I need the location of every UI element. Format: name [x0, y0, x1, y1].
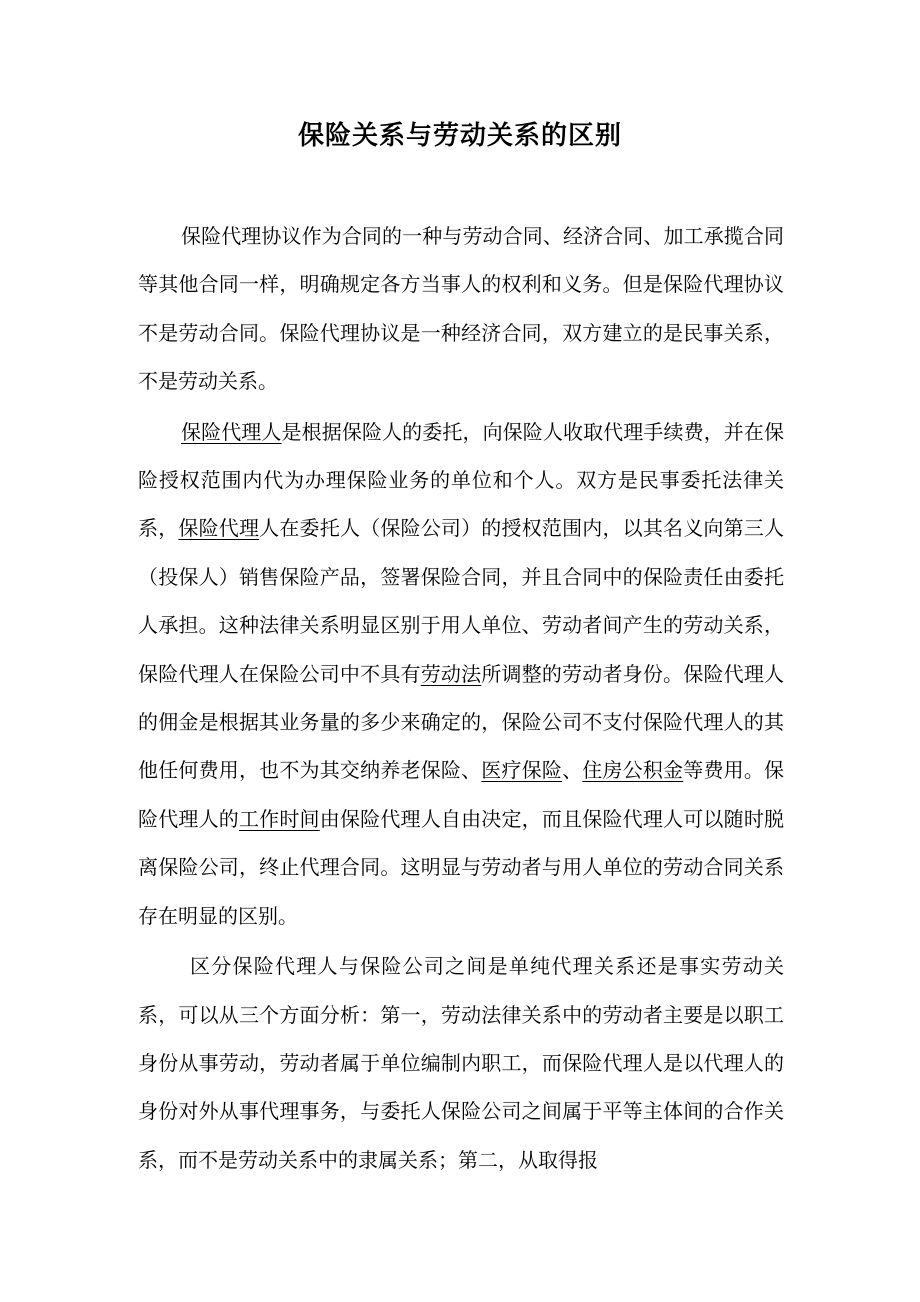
paragraph-1-text: 保险代理协议作为合同的一种与劳动合同、经济合同、加工承揽合同等其他合同一样，明确规定各方当事人的权利和义务。但是保险代理协议不是劳动合同。保险代理协议是一种经济合同，双方建立的是民事关系，不是劳动关系。	[138, 224, 784, 394]
link-insurance-agent[interactable]: 保险代理人	[181, 419, 282, 444]
paragraph-2-text-5: 由保险代理人自由决定，而且保险代理人可以随时脱离保险公司，终止代理合同。这明显与劳动者与用人单位的劳动合同关系存在明显的区别。	[138, 806, 785, 928]
link-labor-law[interactable]: 劳动法	[420, 661, 482, 686]
link-medical-insurance[interactable]: 医疗保险	[481, 758, 563, 783]
link-working-hours[interactable]: 工作时间	[238, 806, 320, 831]
paragraph-2-text-1: 是根据保险人的委托，向保险人收取代理手续费，并在保险授权范围内代为办理保险业务的单位和个人。双方是民事委托法律关系，	[138, 419, 785, 541]
paragraph-3-text: 区分保险代理人与保险公司之间是单纯代理关系还是事实劳动关系，可以从三个方面分析：第一，劳动法律关系中的劳动者主要是以职工身份从事劳动，劳动者属于单位编制内职工，而保险代理人是以代理人的身份对外从事代理事务，与委托人保险公司之间属于平等主体间的合作关系，而不是劳动关系中的隶属关系；第二，从取得报	[138, 954, 784, 1172]
paragraph-3	[138, 942, 784, 1184]
paragraph-1	[138, 212, 784, 406]
paragraph-2	[138, 408, 784, 940]
link-housing-fund[interactable]: 住房公积金	[582, 758, 684, 783]
link-insurance-agency[interactable]: 保险代理	[178, 516, 260, 541]
paragraph-2-text-4: 等费用。保险代理人的	[138, 758, 785, 831]
paragraph-2-separator: 、	[562, 758, 583, 783]
document-title: 保险关系与劳动关系的区别	[297, 121, 622, 151]
paragraph-2-text-3: 所调整的劳动者身份。保险代理人的佣金是根据其业务量的多少来确定的，保险公司不支付保险代理人的其他任何费用，也不为其交纳养老保险、	[138, 661, 785, 783]
paragraph-2-text-2: 人在委托人（保险公司）的授权范围内，以其名义向第三人（投保人）销售保险产品，签署保险合同，并且合同中的保险责任由委托人承担。这种法律关系明显区别于用人单位、劳动者间产生的劳动关系，保险代理人在保险公司中不具有	[138, 516, 785, 686]
document-body	[138, 212, 784, 1186]
